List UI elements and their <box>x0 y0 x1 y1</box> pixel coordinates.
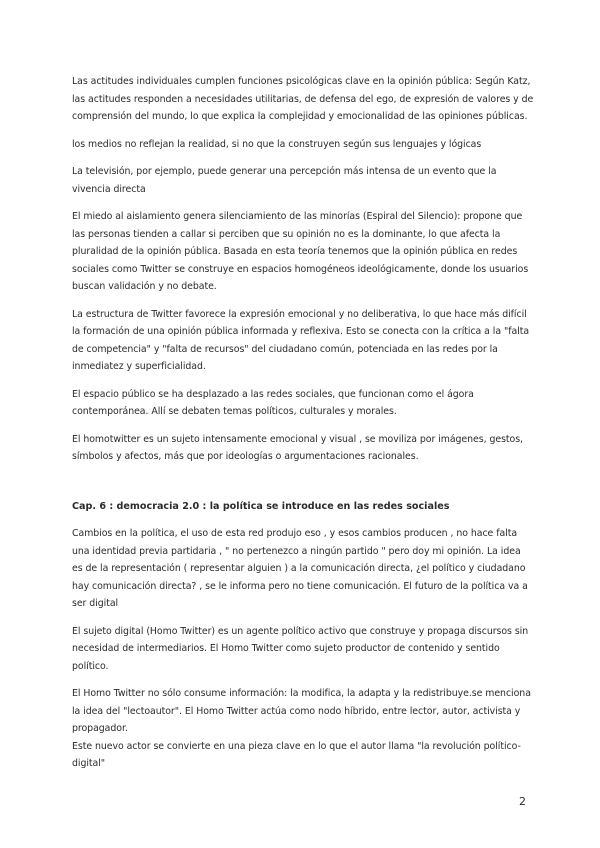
paragraph-digital-revolution: Este nuevo actor se convierte en una pieza clave en lo que el autor llama "la revolución político-digital" <box>72 740 521 769</box>
paragraph-digital-subject: El sujeto digital (Homo Twitter) es un agente político activo que construye y propaga discursos sin necesidad de intermediarios. El Homo Twitter como sujeto productor de contenido y sentido político. <box>72 625 529 672</box>
paragraph-twitter-structure: La estructura de Twitter favorece la expresión emocional y no deliberativa, lo que hace más difícil la formación de una opinión pública informada y reflexiva. Esto se conecta con la crítica a la "falta de competencia" y "falta de recursos" del ciudadano común, potenciada en las redes por la inmediatez y superficialidad. <box>72 308 530 372</box>
section-spacer <box>72 476 534 498</box>
page-content <box>72 73 534 783</box>
paragraph-television: La televisión, por ejemplo, puede generar una percepción más intensa de un evento que la vivencia directa <box>72 166 497 195</box>
paragraph-spiral-of-silence: El miedo al aislamiento genera silenciamiento de las minorías (Espiral del Silencio): propone que las personas tienden a callar si perciben que su opinión no es la dominante, lo que afecta la pluralidad de la opinión pública. Basada en esta teoría tenemos que la opinión pública en redes sociales como Twitter se construye en espacios homogéneos ideológicamente, donde los usuarios buscan validación y no debate. <box>72 211 529 292</box>
chapter-heading: Cap. 6 : democracia 2.0 : la política se introduce en las redes sociales <box>72 500 450 512</box>
paragraph-political-changes: Cambios en la política, el uso de esta red produjo eso , y esos cambios producen , no hace falta una identidad previa partidaria , " no pertenezco a ningún partido " pero doy mi opinión. La idea es de la representación ( representar alguien ) a la comunicación directa, ¿el político y ciudadano hay comunicación directa? , se le informa pero no tiene comunicación. El futuro de la política va a ser digital <box>72 528 528 609</box>
page-number: 2 <box>519 795 526 808</box>
paragraph-lectoautor: El Homo Twitter no sólo consume información: la modifica, la adapta y la redistribuye.se menciona la idea del "lectoautor". El Homo Twitter actúa como nodo híbrido, entre lector, autor, activista y propagador. <box>72 688 531 734</box>
paragraph-media-reality: los medios no reflejan la realidad, si no que la construyen según sus lenguajes y lógicas <box>72 138 482 150</box>
paragraph-homotwitter: El homotwitter es un sujeto intensamente emocional y visual , se moviliza por imágenes, gestos, símbolos y afectos, más que por ideologías o argumentaciones racionales. <box>72 433 523 462</box>
paragraph-katz-attitudes: Las actitudes individuales cumplen funciones psicológicas clave en la opinión pública: Según Katz, las actitudes responden a necesidades utilitarias, de defensa del ego, de expresión de valores y de comprensión del mundo, lo que explica la complejidad y emocionalidad de las opiniones públicas. <box>72 76 534 122</box>
paragraph-public-space: El espacio público se ha desplazado a las redes sociales, que funcionan como el ágora contemporánea. Allí se debaten temas políticos, culturales y morales. <box>72 388 474 417</box>
